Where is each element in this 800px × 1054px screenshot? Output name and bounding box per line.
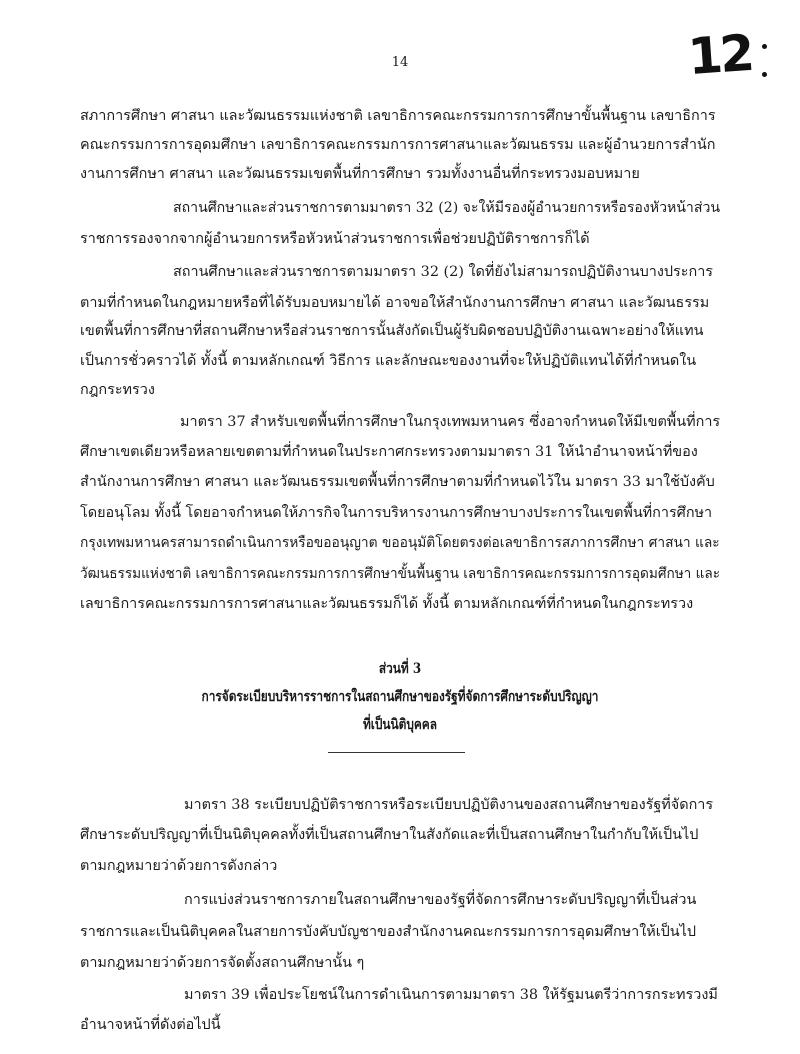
text-line: กรุงเทพมหานครสามารถดำเนินการหรือขออนุญาต ขออนุมัติโดยตรงต่อเลขาธิการสภาการศึกษา ศาสนา และ [80,535,720,551]
text-line: งานการศึกษา ศาสนา และวัฒนธรรมเขตพื้นที่การศึกษา รวมทั้งงานอื่นที่กระทรวงมอบหมาย [80,166,640,182]
text-line: ราชการและเป็นนิติบุคคลในสายการบังคับบัญชาของสำนักงานคณะกรรมการการอุดมศึกษาให้เป็นไป [80,924,696,940]
section-title-line1: การจัดระเบียบบริหารราชการในสถานศึกษาของรัฐที่จัดการศึกษาระดับปริญญา [201,688,599,705]
text-line: ศึกษาเขตเดียวหรือหลายเขตตามที่กำหนดในประกาศกระทรวงตามมาตรา 31 ให้นำอำนาจหน้าที่ของ [80,444,698,460]
section-divider [328,752,465,753]
text-line: สถานศึกษาและส่วนราชการตามมาตรา 32 (2) จะให้มีรองผู้อำนวยการหรือรองหัวหน้าส่วน [173,200,721,216]
text-line: ตามกฎหมายว่าด้วยการจัดตั้งสถานศึกษานั้น ๆ [80,955,365,971]
text-line: วัฒนธรรมแห่งชาติ เลขาธิการคณะกรรมการการศึกษาขั้นพื้นฐาน เลขาธิการคณะกรรมการการอุดมศึกษา และ [80,566,721,582]
text-line: อำนาจหน้าที่ดังต่อไปนี้ [80,1017,221,1033]
text-line: ราชการรองจากจากผู้อำนวยการหรือหัวหน้าส่วนราชการเพื่อช่วยปฏิบัติราชการก็ได้ [80,231,590,247]
text-line: สถานศึกษาและส่วนราชการตามมาตรา 32 (2) ใดที่ยังไม่สามารถปฏิบัติงานบางประการ [173,264,713,280]
section-number: ส่วนที่ 3 [378,660,422,677]
text-line: สำนักงานการศึกษา ศาสนา และวัฒนธรรมเขตพื้นที่การศึกษาตามที่กำหนดไว้ใน มาตรา 33 มาใช้บังคับ [80,474,715,490]
text-line: มาตรา 39 เพื่อประโยชน์ในการดำเนินการตามมาตรา 38 ให้รัฐมนตรีว่าการกระทรวงมี [184,987,718,1003]
section-title-line2: ที่เป็นนิติบุคคล [362,716,438,733]
text-line: มาตรา 38 ระเบียบปฏิบัติราชการหรือระเบียบปฏิบัติงานของสถานศึกษาของรัฐที่จัดการ [184,797,714,813]
handwritten-page-mark: 12 [686,23,754,87]
text-line: มาตรา 37 สำหรับเขตพื้นที่การศึกษาในกรุงเทพมหานคร ซึ่งอาจกำหนดให้มีเขตพื้นที่การ [180,414,721,430]
text-line: การแบ่งส่วนราชการภายในสถานศึกษาของรัฐที่จัดการศึกษาระดับปริญญาที่เป็นส่วน [184,892,697,908]
handwritten-dots [762,32,770,82]
section-heading [0,655,800,739]
text-line: โดยอนุโลม ทั้งนี้ โดยอาจกำหนดให้ภารกิจในการบริหารงานการศึกษาบางประการในเขตพื้นที่การศึกษา [80,505,713,521]
paragraph-block [80,0,720,1054]
text-line: กฎกระทรวง [80,382,155,398]
text-line: ตามกฎหมายว่าด้วยการดังกล่าว [80,858,278,874]
text-line: เลขาธิการคณะกรรมการการศาสนาและวัฒนธรรมก็ได้ ทั้งนี้ ตามหลักเกณฑ์ที่กำหนดในกฎกระทรวง [80,596,694,612]
text-line: คณะกรรมการการอุดมศึกษา เลขาธิการคณะกรรมการการศาสนาและวัฒนธรรม และผู้อำนวยการสำนัก [80,137,716,153]
text-line: ศึกษาระดับปริญญาที่เป็นนิติบุคคลทั้งที่เป็นสถานศึกษาในสังกัดและที่เป็นสถานศึกษาในกำกับให้เป็นไป [80,827,699,843]
text-line: สภาการศึกษา ศาสนา และวัฒนธรรมแห่งชาติ เลขาธิการคณะกรรมการการศึกษาขั้นพื้นฐาน เลขาธิการ [80,108,716,124]
text-line: เป็นการชั่วคราวได้ ทั้งนี้ ตามหลักเกณฑ์ วิธีการ และลักษณะของงานที่จะให้ปฏิบัติแทนได้ที่กำหนดใน [80,353,697,369]
text-line: เขตพื้นที่การศึกษาที่สถานศึกษาหรือส่วนราชการนั้นสังกัดเป็นผู้รับผิดชอบปฏิบัติงานเฉพาะอย่างให้แทน [80,323,704,339]
page-number: 14 [391,55,409,70]
text-line: ตามที่กำหนดในกฎหมายหรือที่ได้รับมอบหมายได้ อาจขอให้สำนักงานการศึกษา ศาสนา และวัฒนธรรม [80,295,710,311]
